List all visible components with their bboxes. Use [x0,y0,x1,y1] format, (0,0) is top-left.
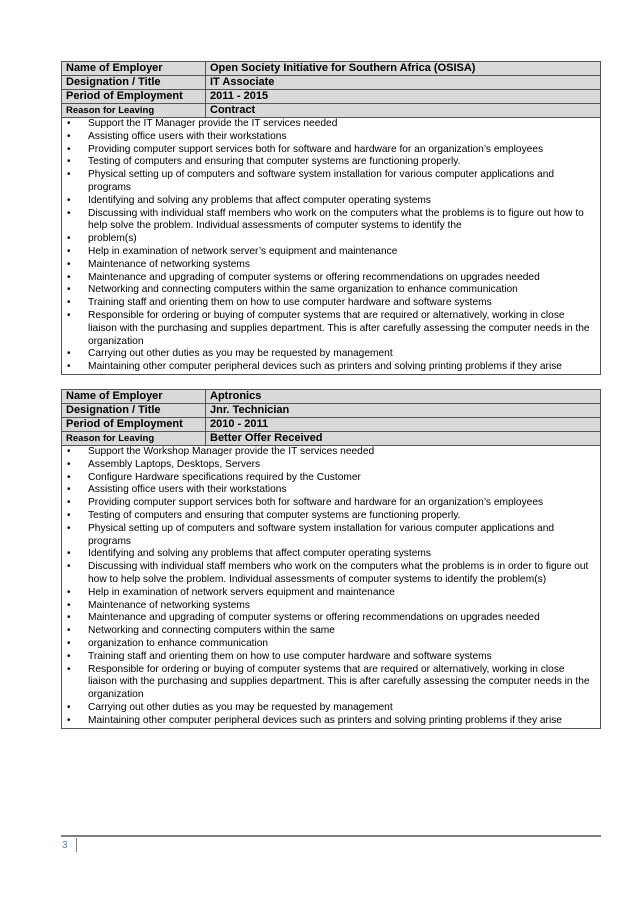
designation-value: IT Associate [206,76,601,90]
designation-label: Designation / Title [62,404,206,418]
duty-item: • Identifying and solving any problems that affect computer operating systems [62,548,600,561]
duties-list [61,118,601,375]
duties-list [61,446,601,729]
duty-item: • Testing of computers and ensuring that computer systems are functioning properly. [62,156,600,169]
duty-item: • Physical setting up of computers and software system installation for various computer applications and programs [62,169,600,195]
employer-row [62,390,601,404]
duty-item: • Testing of computers and ensuring that computer systems are functioning properly. [62,510,600,523]
period-value: 2011 - 2015 [206,90,601,104]
footer-separator [76,838,77,852]
designation-value: Jnr. Technician [206,404,601,418]
duty-item: • Maintaining other computer peripheral devices such as printers and solving printing problems if they arise [62,715,600,728]
employment-header-table [61,61,601,118]
period-label: Period of Employment [62,90,206,104]
duty-item: • Physical setting up of computers and software system installation for various computer applications and programs [62,523,600,549]
duty-item: • Training staff and orienting them on how to use computer hardware and software systems [62,297,600,310]
duty-item: • Providing computer support services both for software and hardware for an organization’s employees [62,144,600,157]
employer-value: Aptronics [206,390,601,404]
duty-item: • Maintaining other computer peripheral devices such as printers and solving printing problems if they arise [62,361,600,374]
period-row [62,418,601,432]
period-label: Period of Employment [62,418,206,432]
reason-value: Better Offer Received [206,432,601,446]
designation-row [62,76,601,90]
reason-value: Contract [206,104,601,118]
duty-item: • Training staff and orienting them on how to use computer hardware and software systems [62,651,600,664]
duty-item: • Assisting office users with their workstations [62,131,600,144]
duty-item: • Support the IT Manager provide the IT services needed [62,118,600,131]
duty-item: • Networking and connecting computers within the same organization to enhance communication [62,284,600,297]
period-value: 2010 - 2011 [206,418,601,432]
duty-item: • Assisting office users with their workstations [62,484,600,497]
duty-item: • Maintenance and upgrading of computer systems or offering recommendations on upgrades needed [62,612,600,625]
designation-label: Designation / Title [62,76,206,90]
employer-value: Open Society Initiative for Southern Africa (OSISA) [206,62,601,76]
duty-item: • problem(s) [62,233,600,246]
employment-block-2 [61,389,601,729]
reason-row [62,432,601,446]
reason-row [62,104,601,118]
duty-item: • Responsible for ordering or buying of computer systems that are required or alternatively, working in close liaison with the purchasing and supplies department. This is after carefully assessing the computer needs in the organization [62,310,600,348]
employer-label: Name of Employer [62,62,206,76]
duty-item: • Networking and connecting computers within the same [62,625,600,638]
duty-item: • Discussing with individual staff members who work on the computers what the problems is to figure out how to help solve the problem. Individual assessments of computer systems to identify the [62,208,600,234]
duty-item: • Support the Workshop Manager provide the IT services needed [62,446,600,459]
duty-item: • Assembly Laptops, Desktops, Servers [62,459,600,472]
employment-block-1 [61,61,601,375]
duty-item: • Maintenance of networking systems [62,259,600,272]
employer-label: Name of Employer [62,390,206,404]
duty-item: • Maintenance of networking systems [62,600,600,613]
employer-row [62,62,601,76]
reason-label: Reason for Leaving [62,104,206,118]
duty-item: • Identifying and solving any problems that affect computer operating systems [62,195,600,208]
duty-item: • Providing computer support services both for software and hardware for an organization’s employees [62,497,600,510]
duty-item: • Maintenance and upgrading of computer systems or offering recommendations on upgrades needed [62,272,600,285]
duty-item: • Help in examination of network servers equipment and maintenance [62,587,600,600]
reason-label: Reason for Leaving [62,432,206,446]
page-number: 3 [62,840,68,851]
footer-divider [61,835,601,837]
duty-item: • Discussing with individual staff members who work on the computers what the problems is in order to figure out how to help solve the problem. Individual assessments of computer systems to identify the problem(s) [62,561,600,587]
duty-item: • Help in examination of network server’s equipment and maintenance [62,246,600,259]
duty-item: • Responsible for ordering or buying of computer systems that are required or alternatively, working in close liaison with the purchasing and supplies department. This is after carefully assessing the computer needs in the organization [62,664,600,702]
duty-item: • Carrying out other duties as you may be requested by management [62,702,600,715]
employment-header-table [61,389,601,446]
duty-item: • organization to enhance communication [62,638,600,651]
duty-item: • Carrying out other duties as you may be requested by management [62,348,600,361]
designation-row [62,404,601,418]
period-row [62,90,601,104]
duty-item: • Configure Hardware specifications required by the Customer [62,472,600,485]
